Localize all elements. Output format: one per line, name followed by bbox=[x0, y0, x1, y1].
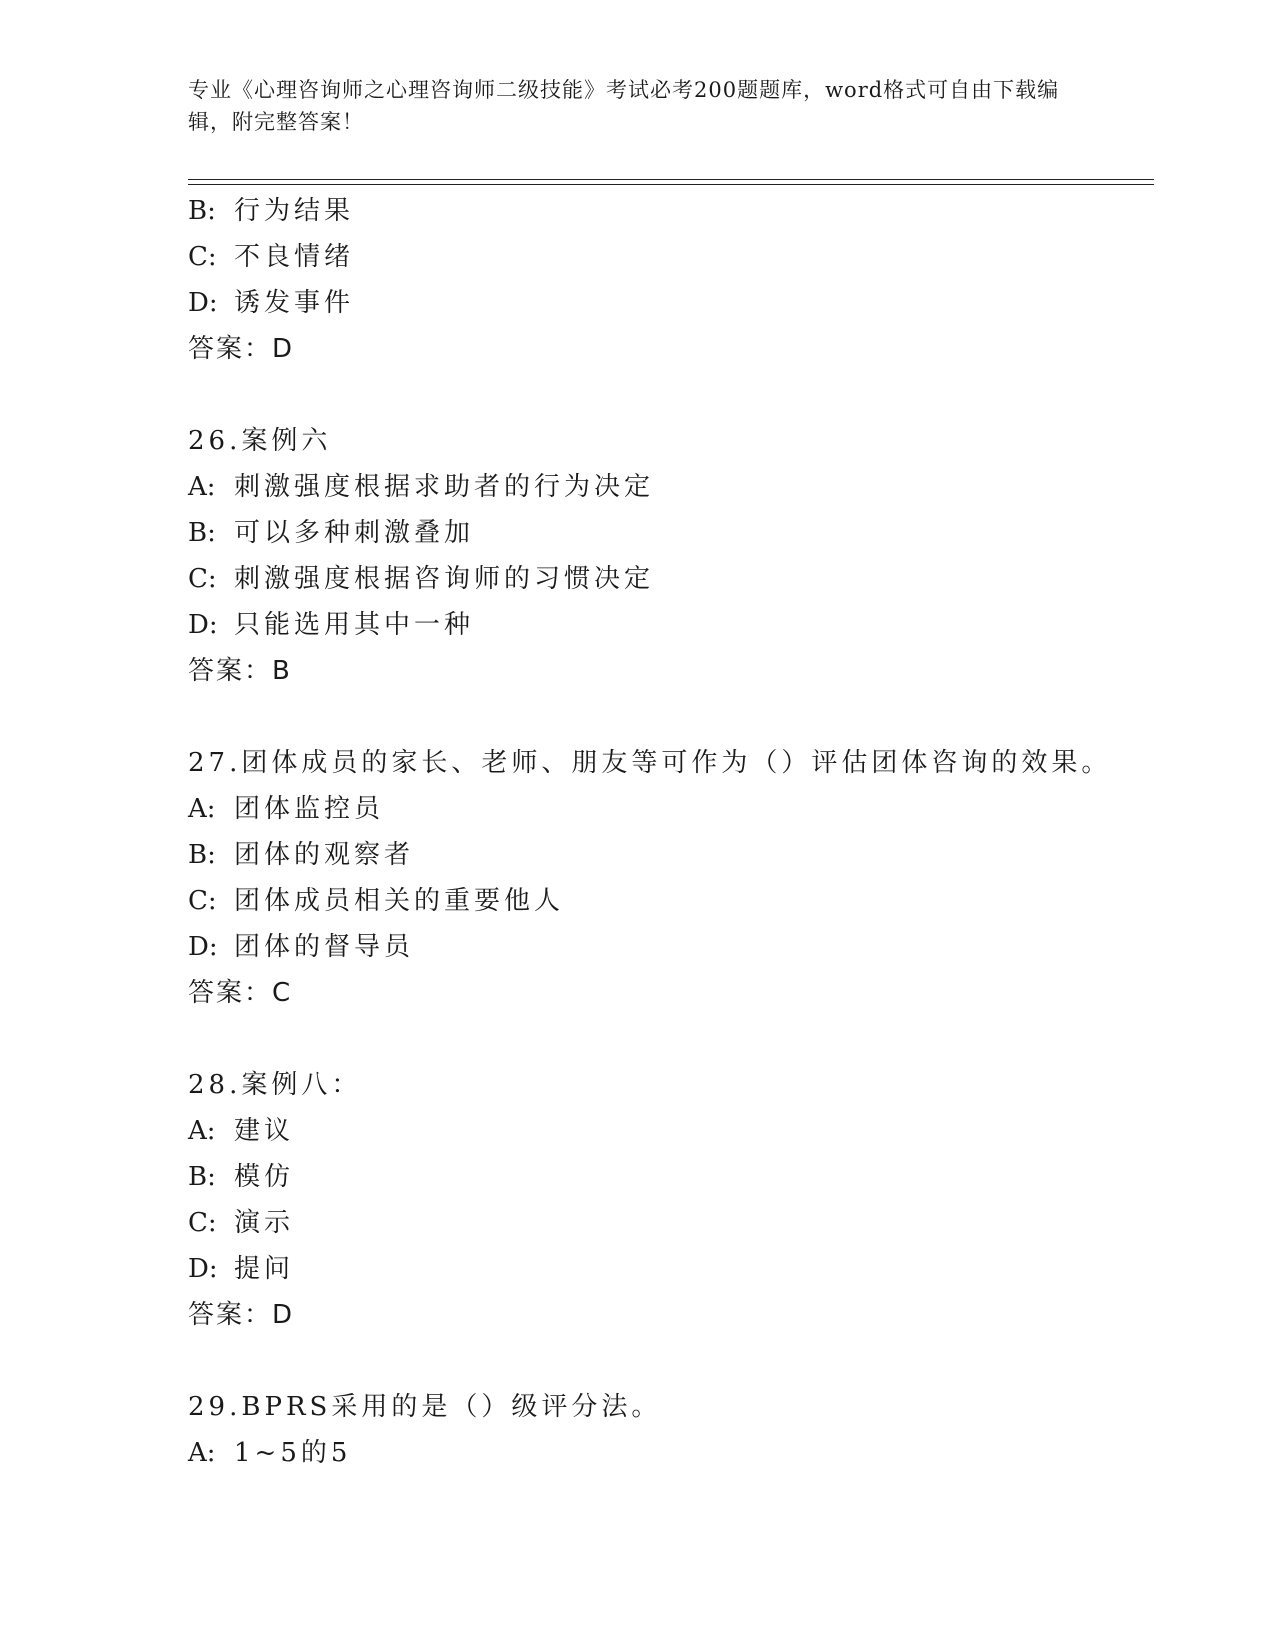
option-prefix: A: bbox=[188, 472, 216, 502]
document-header: 专业《心理咨询师之心理咨询师二级技能》考试必考200题题库，word格式可自由下载编辑，附完整答案！ bbox=[188, 78, 1060, 134]
option-prefix: A: bbox=[188, 1438, 216, 1468]
option-prefix: D: bbox=[188, 932, 218, 962]
option-d bbox=[188, 924, 1154, 970]
option-prefix: C: bbox=[188, 886, 217, 916]
option-c bbox=[188, 556, 1154, 602]
option-prefix: B: bbox=[188, 840, 216, 870]
option-d bbox=[188, 602, 1154, 648]
option-text: 团体的观察者 bbox=[234, 840, 415, 870]
spacer bbox=[188, 694, 1154, 740]
option-d bbox=[188, 280, 1154, 326]
option-prefix: B: bbox=[188, 1162, 216, 1192]
header-divider-top bbox=[188, 179, 1154, 180]
spacer bbox=[188, 372, 1154, 418]
option-b bbox=[188, 510, 1154, 556]
answer-line: 答案：B bbox=[188, 656, 292, 686]
answer-line: 答案：D bbox=[188, 1300, 295, 1330]
option-a bbox=[188, 464, 1154, 510]
option-text: 模仿 bbox=[234, 1162, 295, 1192]
option-c bbox=[188, 878, 1154, 924]
option-b bbox=[188, 188, 1154, 234]
option-b bbox=[188, 1154, 1154, 1200]
option-text: 提问 bbox=[234, 1254, 295, 1284]
option-b bbox=[188, 832, 1154, 878]
option-text: 只能选用其中一种 bbox=[234, 610, 475, 640]
option-text: 诱发事件 bbox=[234, 288, 355, 318]
option-prefix: C: bbox=[188, 1208, 217, 1238]
option-prefix: D: bbox=[188, 288, 218, 318]
option-a bbox=[188, 1108, 1154, 1154]
option-text: 演示 bbox=[234, 1208, 295, 1238]
option-prefix: A: bbox=[188, 1116, 216, 1146]
option-a bbox=[188, 1430, 1154, 1476]
question-stem: 27.团体成员的家长、老师、朋友等可作为（）评估团体咨询的效果。 bbox=[188, 748, 1112, 778]
option-text: 团体监控员 bbox=[234, 794, 385, 824]
option-prefix: A: bbox=[188, 794, 216, 824]
header-divider-bottom bbox=[188, 184, 1154, 185]
option-text: 建议 bbox=[234, 1116, 295, 1146]
option-a bbox=[188, 786, 1154, 832]
option-text: 团体成员相关的重要他人 bbox=[234, 886, 565, 916]
option-text: 刺激强度根据咨询师的习惯决定 bbox=[234, 564, 655, 594]
option-prefix: C: bbox=[188, 242, 217, 272]
spacer bbox=[188, 1338, 1154, 1384]
answer-line: 答案：D bbox=[188, 334, 295, 364]
option-text: 不良情绪 bbox=[234, 242, 355, 272]
option-prefix: D: bbox=[188, 610, 218, 640]
option-prefix: C: bbox=[188, 564, 217, 594]
question-stem: 26.案例六 bbox=[188, 426, 332, 456]
answer-line: 答案：C bbox=[188, 978, 293, 1008]
question-list bbox=[188, 188, 1154, 1476]
option-prefix: D: bbox=[188, 1254, 218, 1284]
spacer bbox=[188, 1016, 1154, 1062]
option-text: 行为结果 bbox=[234, 196, 355, 226]
question-stem: 29.BPRS采用的是（）级评分法。 bbox=[188, 1392, 662, 1422]
option-c bbox=[188, 234, 1154, 280]
option-prefix: B: bbox=[188, 196, 216, 226]
option-text: 团体的督导员 bbox=[234, 932, 415, 962]
option-d bbox=[188, 1246, 1154, 1292]
option-text: 刺激强度根据求助者的行为决定 bbox=[234, 472, 655, 502]
option-text: 1~5的5 bbox=[234, 1438, 352, 1468]
option-text: 可以多种刺激叠加 bbox=[234, 518, 475, 548]
question-stem: 28.案例八： bbox=[188, 1070, 362, 1100]
option-prefix: B: bbox=[188, 518, 216, 548]
option-c bbox=[188, 1200, 1154, 1246]
